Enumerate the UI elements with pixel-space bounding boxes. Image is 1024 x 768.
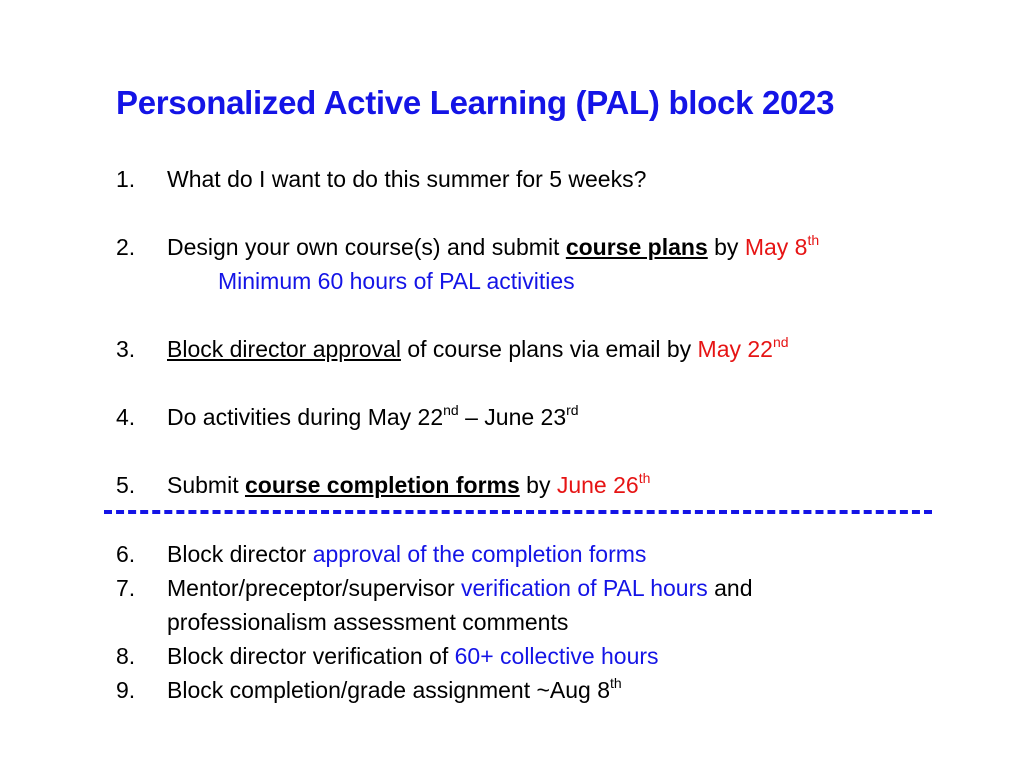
item-text-and: and [707,575,753,601]
highlight-text: approval of the completion forms [312,541,647,567]
highlight-text: verification of PAL hours [461,575,708,601]
list-item-5 [116,468,650,502]
item-number: 5. [116,472,136,498]
item-number: 3. [116,336,136,362]
deadline-date: May 8 [744,234,808,260]
item-text: What do I want to do this summer for 5 weeks? [167,166,647,192]
date-suffix: nd [443,402,459,418]
item-number: 9. [116,677,136,703]
item-text: of course plans via email by [400,336,698,362]
item-text-range: – June 23 [458,404,567,430]
item-2-subnote: Minimum 60 hours of PAL activities [218,268,575,294]
list-item-4 [116,400,579,434]
item-text: Submit [167,472,245,498]
list-item-9 [116,673,622,707]
course-plans-emphasis: course plans [565,234,708,260]
item-text-by: by [707,234,745,260]
list-item-2 [116,230,819,264]
item-text: Do activities during May 22 [167,404,444,430]
completion-forms-emphasis: course completion forms [244,472,520,498]
item-number: 4. [116,404,136,430]
list-item-7 [116,571,753,605]
highlight-text: 60+ collective hours [454,643,659,669]
list-item-3 [116,332,789,366]
list-item-8 [116,639,659,673]
deadline-date-suffix: th [638,470,651,486]
item-text: Block completion/grade assignment ~Aug 8 [167,677,611,703]
item-text: Design your own course(s) and submit [167,234,566,260]
item-number: 1. [116,166,136,192]
date-suffix: rd [566,402,579,418]
date-suffix: th [610,675,622,691]
deadline-date: June 26 [556,472,639,498]
dashed-divider [104,510,932,514]
item-number: 7. [116,575,136,601]
item-text: Block director verification of [167,643,455,669]
list-item-6 [116,537,646,571]
deadline-date-suffix: th [807,232,820,248]
block-director-approval-text: Block director approval [167,336,401,362]
item-number: 6. [116,541,136,567]
item-7-continuation: professionalism assessment comments [167,609,569,635]
slide-title: Personalized Active Learning (PAL) block 2023 [116,84,835,121]
list-item-1 [116,162,646,196]
deadline-date-suffix: nd [772,334,789,350]
item-number: 2. [116,234,136,260]
item-text-by: by [519,472,557,498]
item-text: Mentor/preceptor/supervisor [167,575,462,601]
item-number: 8. [116,643,136,669]
item-text: Block director [167,541,313,567]
deadline-date: May 22 [697,336,773,362]
